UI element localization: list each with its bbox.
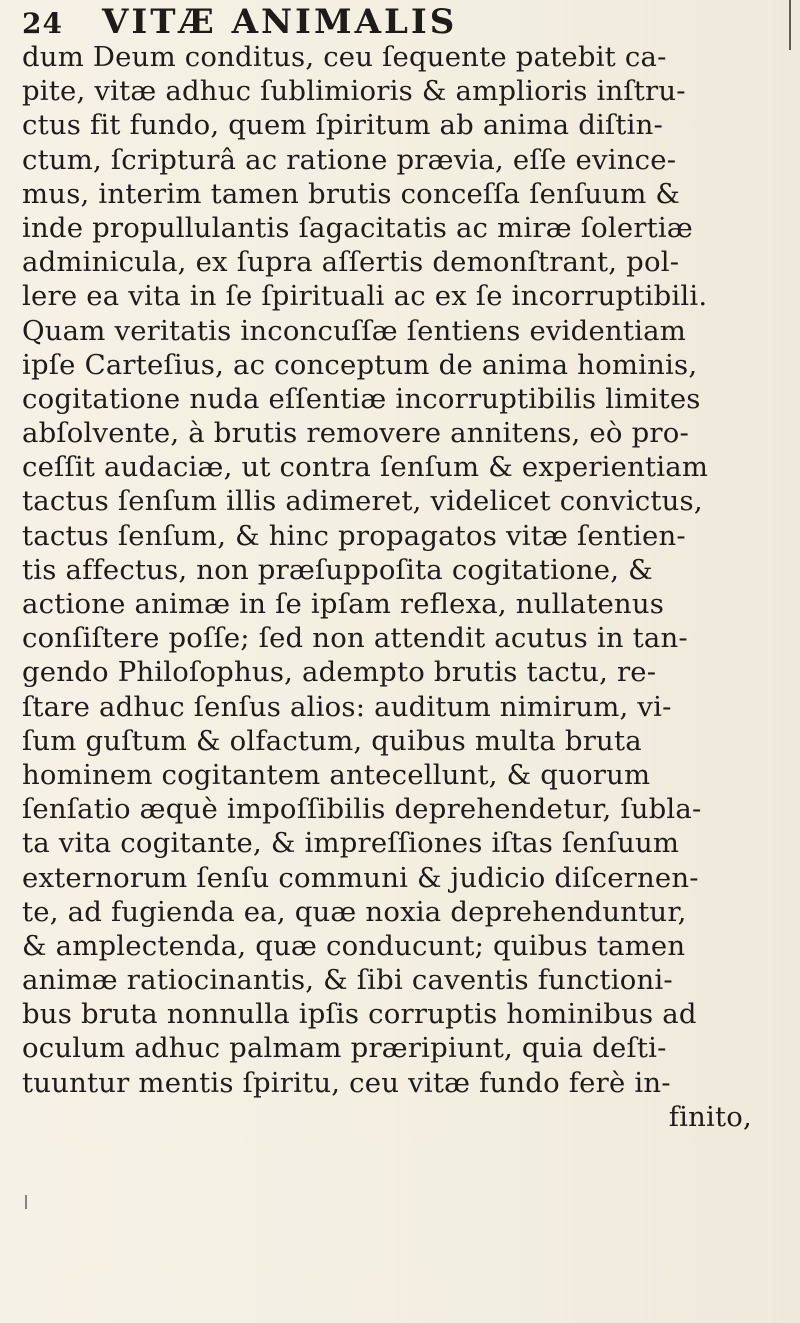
text-line: bus bruta nonnulla ipſis corruptis hominibus ad: [22, 998, 697, 1031]
text-line: ſtare adhuc ſenſus alios: auditum nimirum, vi-: [22, 690, 672, 723]
text-line: ta vita cogitante, & impreſſiones iſtas ſenſuum: [22, 827, 680, 860]
text-line: animæ ratiocinantis, & ſibi caventis functioni-: [22, 964, 673, 997]
text-line: tis affectus, non præſuppoſita cogitatione, &: [22, 553, 653, 586]
text-line: ctus fit fundo, quem ſpiritum ab anima diſtin-: [22, 109, 664, 142]
text-line: hominem cogitantem antecellunt, & quorum: [22, 758, 651, 791]
ink-speck: [25, 1195, 27, 1209]
text-line: lere ea vita in ſe ſpirituali ac ex ſe incorruptibili.: [22, 280, 708, 313]
text-line: & amplectenda, quæ conducunt; quibus tamen: [22, 929, 686, 962]
page-header: [22, 2, 457, 42]
text-line: dum Deum conditus, ceu ſequente patebit ca-: [22, 41, 667, 73]
text-line: tuuntur mentis ſpiritu, ceu vitæ fundo ferè in-: [22, 1066, 671, 1099]
text-line: ctum, ſcripturâ ac ratione prævia, eſſe evince-: [22, 143, 677, 176]
text-line: abſolvente, à brutis removere annitens, eò pro-: [22, 417, 689, 450]
text-line: pite, vitæ adhuc ſublimioris & amplioris inſtru-: [22, 75, 686, 108]
text-line: tactus ſenſum, & hinc propagatos vitæ ſentien-: [22, 519, 686, 552]
text-line: ipſe Carteſius, ac conceptum de anima hominis,: [22, 348, 698, 381]
text-line: conſiſtere poſſe; ſed non attendit acutus in tan-: [22, 622, 688, 655]
text-line: te, ad fugienda ea, quæ noxia deprehenduntur,: [22, 895, 687, 928]
text-line: Quam veritatis inconcuſſæ ſentiens evidentiam: [22, 314, 686, 347]
text-line: oculum adhuc palmam præripiunt, quia deſti-: [22, 1032, 667, 1065]
body-text: [22, 40, 782, 1134]
text-line: externorum ſenſu communi & judicio diſcernen-: [22, 861, 699, 894]
page-edge-line: [789, 0, 791, 50]
running-head: VITÆ ANIMALIS: [102, 2, 458, 42]
text-line: mus, interim tamen brutis conceſſa ſenſuum &: [22, 177, 681, 210]
text-line: ceſſit audaciæ, ut contra ſenſum & experientiam: [22, 451, 709, 484]
text-line: cogitatione nuda eſſentiæ incorruptibilis limites: [22, 382, 701, 415]
catchword: finito,: [668, 1100, 752, 1133]
text-line: actione animæ in ſe ipſam reflexa, nullatenus: [22, 588, 665, 620]
text-line: inde propullulantis ſagacitatis ac miræ ſolertiæ: [22, 211, 693, 244]
text-line: adminicula, ex ſupra aſſertis demonſtrant, pol-: [22, 246, 680, 279]
text-line: ſum guſtum & olfactum, quibus multa bruta: [22, 724, 642, 757]
page-number: 24: [22, 7, 63, 40]
text-line: tactus ſenſum illis adimeret, videlicet convictus,: [22, 485, 703, 518]
text-line: ſenſatio æquè impoſſibilis deprehendetur, ſubla-: [22, 793, 702, 826]
text-line: gendo Philoſophus, adempto brutis tactu, re-: [22, 656, 657, 689]
